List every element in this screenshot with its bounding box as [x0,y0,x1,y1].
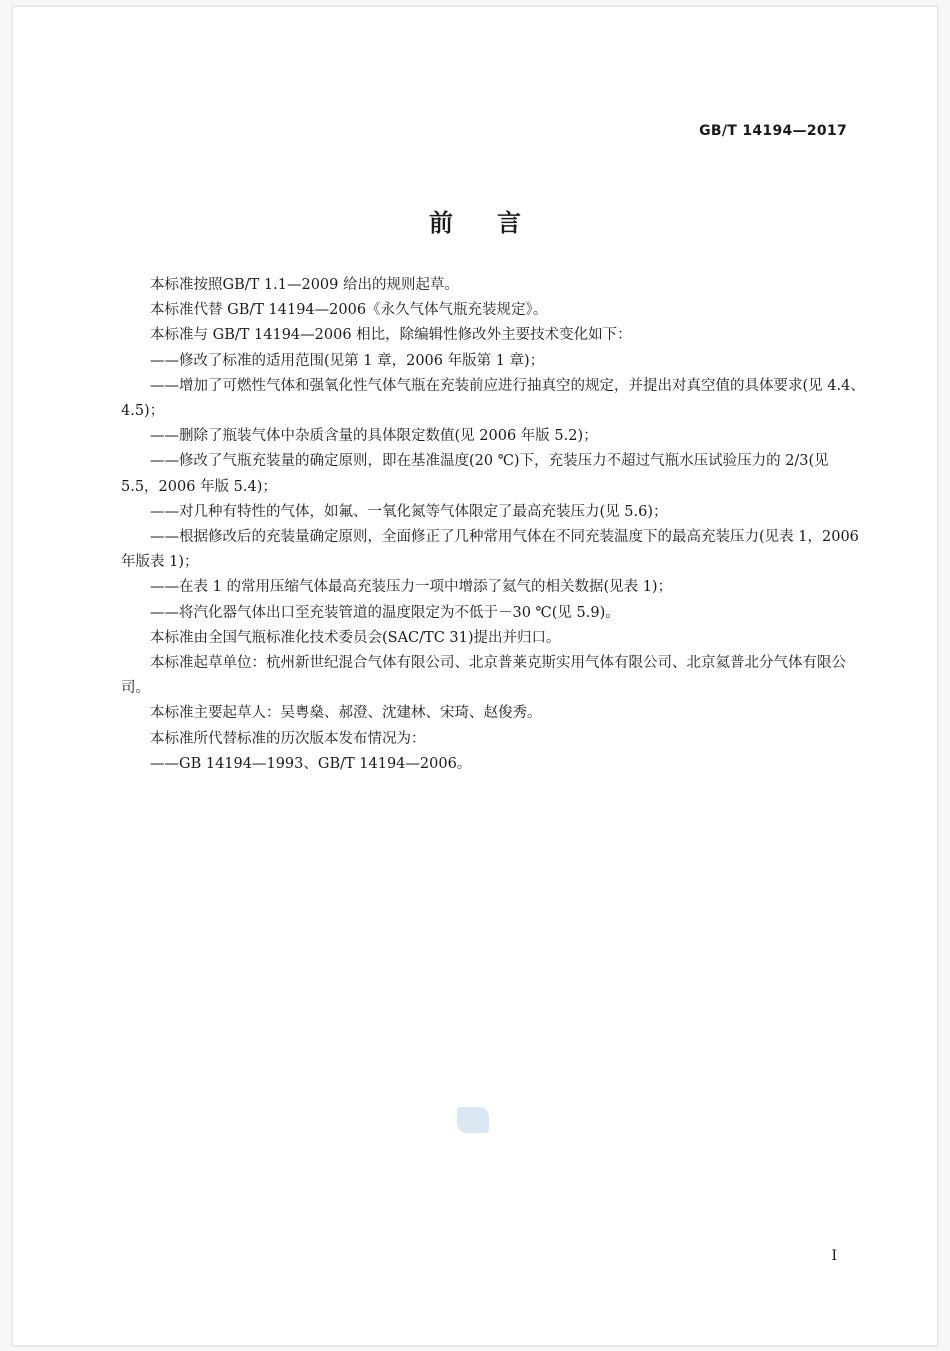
watermark-logo [457,1107,489,1133]
paragraph: 本标准主要起草人：吴粤燊、郝澄、沈建林、宋琦、赵俊秀。 [150,705,542,722]
list-item: ——修改了标准的适用范围(见第 1 章，2006 年版第 1 章)； [150,352,545,369]
paragraph: 本标准由全国气瓶标准化技术委员会(SAC/TC 31)提出并归口。 [150,629,561,646]
list-item: ——在表 1 的常用压缩气体最高充装压力一项中增添了氦气的相关数据(见表 1)； [150,579,673,596]
document-page [12,6,938,1346]
page-number: I [831,1248,837,1264]
list-item: ——修改了气瓶充装量的确定原则，即在基准温度(20 ℃)下，充装压力不超过气瓶水压试验压力的 2/3(见 5.5，2006 年版 5.4)； [121,453,829,495]
paragraph: 本标准所代替标准的历次版本发布情况为： [150,730,426,747]
list-item: ——删除了瓶装气体中杂质含量的具体限定数值(见 2006 年版 5.2)； [150,428,598,445]
list-item: ——根据修改后的充装量确定原则，全面修正了几种常用气体在不同充装温度下的最高充装压力(见表 1，2006 年版表 1)； [121,529,859,571]
page-title: 前言 [429,209,565,237]
paragraph: 本标准代替 GB/T 14194—2006《永久气体气瓶充装规定》。 [150,302,548,319]
list-item: ——GB 14194—1993、GB/T 14194—2006。 [150,755,472,772]
paragraph: 本标准与 GB/T 14194—2006 相比，除编辑性修改外主要技术变化如下： [150,327,632,344]
list-item: ——增加了可燃性气体和强氧化性气体气瓶在充装前应进行抽真空的规定，并提出对真空值的具体要求(见 4.4、4.5)； [121,377,865,420]
list-item: ——将汽化器气体出口至充装管道的温度限定为不低于－30 ℃(见 5.9)。 [150,604,620,621]
standard-id: GB/T 14194—2017 [699,123,847,139]
paragraph: 本标准按照GB/T 1.1—2009 给出的规则起草。 [150,277,459,293]
paragraph: 本标准起草单位：杭州新世纪混合气体有限公司、北京普莱克斯实用气体有限公司、北京氦普北分气体有限公司。 [121,655,846,697]
list-item: ——对几种有特性的气体，如氟、一氧化氮等气体限定了最高充装压力(见 5.6)； [150,503,668,520]
foreword-body [121,273,866,777]
